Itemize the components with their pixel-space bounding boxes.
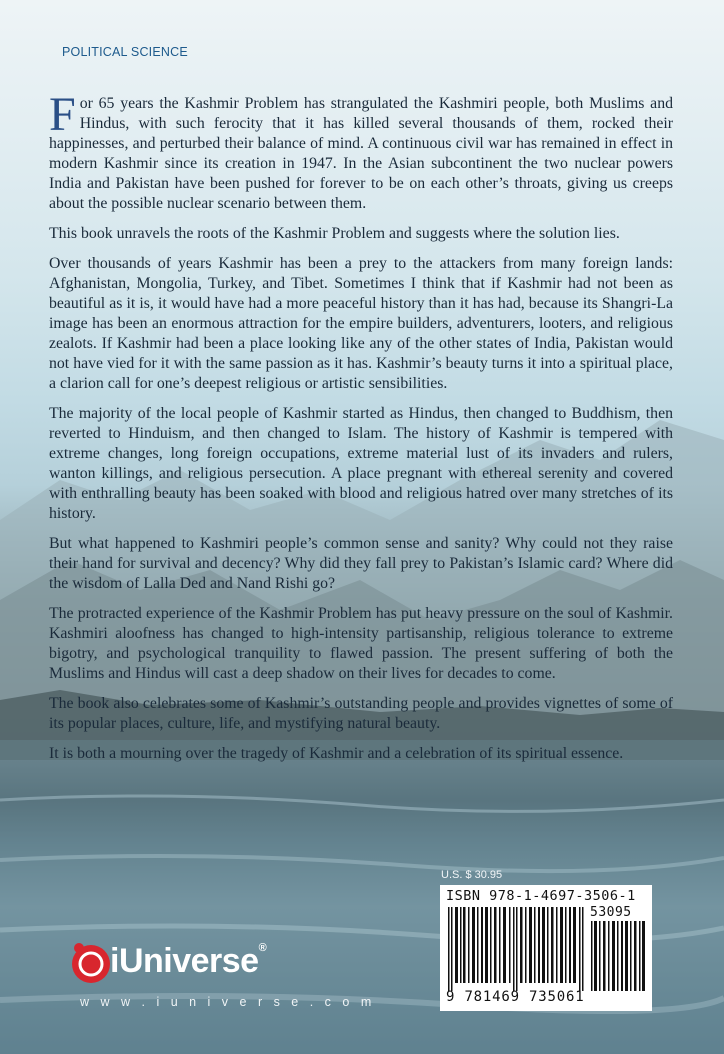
- isbn-number: ISBN 978-1-4697-3506-1: [446, 888, 636, 904]
- isbn-barcode: [440, 885, 652, 1011]
- addon-barcode-bars: [590, 921, 646, 991]
- publisher-logo: [66, 935, 296, 995]
- blurb-paragraph-1: For 65 years the Kashmir Problem has strangulated the Kashmiri people, both Muslims and Hindus, with such ferocity that it has killed several thousands of them, rocked their happinesses, and perturbed their balance of mind. A continuous civil war has remained in effect in modern Kashmir since its creation in 1947. In the Asian subcontinent the two nuclear powers India and Pakistan have been pushed for forever to be on each other’s throats, giving us creeps about the possible nuclear scenario between them.: [49, 88, 673, 212]
- back-cover-blurb: [49, 88, 673, 774]
- blurb-paragraph-4: The majority of the local people of Kashmir started as Hindus, then changed to Buddhism, then reverted to Hinduism, and then changed to Islam. The history of Kashmir is tempered with extreme changes, long foreign occupations, extreme material lust of its invaders and rulers, wanton killings, and religious persecution. A place pregnant with ethereal serenity and covered with enthralling beauty has been soaked with blood and religious hatred over many stretches of its history.: [49, 405, 673, 522]
- blurb-paragraph-2: This book unravels the roots of the Kashmir Problem and suggests where the solution lies.: [49, 225, 620, 242]
- blurb-paragraph-6: The protracted experience of the Kashmir Problem has put heavy pressure on the soul of Kashmir. Kashmiri aloofness has changed to high-intensity partisanship, religious tolerance to extreme bigotry, and psychological tranquility to flawed passion. The present suffering of both the Muslims and Hindus will cast a deep shadow on their lives for decades to come.: [49, 605, 673, 682]
- blurb-paragraph-3: Over thousands of years Kashmir has been a prey to the attackers from many foreign lands: Afghanistan, Mongolia, Turkey, and Tibet. Sometimes I think that if Kashmir had not been as beautiful as it is, it would have had a more peaceful history than it has had, because its Shangri-La image has been an enormous attraction for the empire builders, adventurers, looters, and religious zealots. If Kashmir had been a place looking like any of the other states of India, Pakistan would not have vied for it with the same passion as it has. Kashmir’s beauty turns it into a spiritual place, a clarion call for one’s deepest religious or artistic sensibilities.: [49, 255, 673, 392]
- drop-cap: F: [49, 88, 76, 141]
- price-addon-number: 53095: [590, 905, 632, 920]
- blurb-paragraph-8: It is both a mourning over the tragedy of Kashmir and a celebration of its spiritual essence.: [49, 745, 624, 762]
- publisher-url: w w w . i u n i v e r s e . c o m: [80, 995, 376, 1009]
- iuniverse-logo-icon: [68, 939, 114, 985]
- category-label: POLITICAL SCIENCE: [62, 45, 188, 59]
- blurb-paragraph-7: The book also celebrates some of Kashmir’s outstanding people and provides vignettes of some of its popular places, culture, life, and mystifying natural beauty.: [49, 695, 673, 732]
- ean-number: 9 781469 735061: [446, 989, 585, 1005]
- price-label: U.S. $ 30.95: [441, 869, 503, 881]
- blurb-paragraph-5: But what happened to Kashmiri people’s common sense and sanity? Why could not they raise their hand for survival and decency? Why did they fall prey to Pakistan’s Islamic card? Where did the wisdom of Lalla Ded and Nand Rishi go?: [49, 535, 673, 592]
- publisher-name: iUniverse®: [110, 942, 267, 980]
- barcode-bars: [446, 907, 586, 991]
